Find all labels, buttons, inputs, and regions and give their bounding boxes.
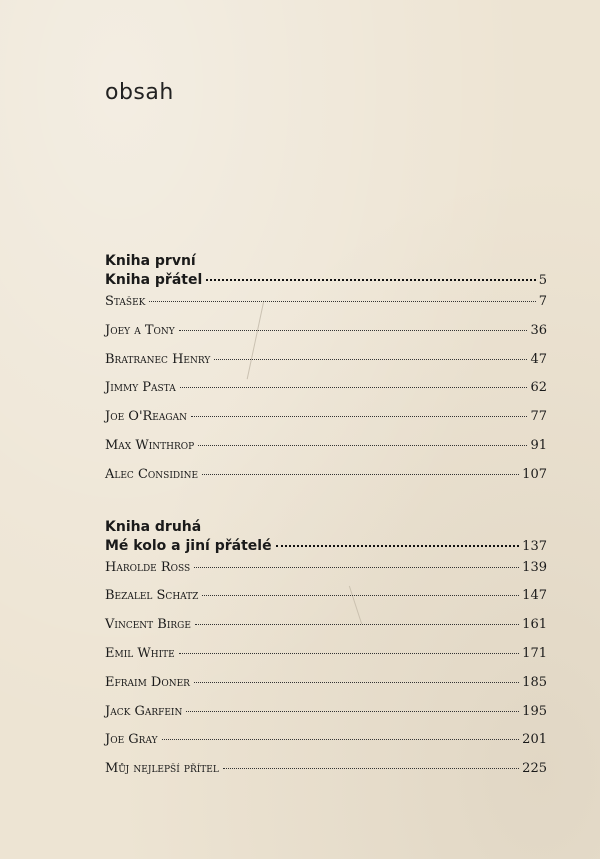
- page-number: 201: [522, 732, 547, 748]
- page-number: 195: [522, 703, 547, 719]
- page-number: 77: [530, 409, 547, 425]
- page-number: 62: [530, 380, 547, 396]
- chapter-title: Efraim Doner: [105, 674, 190, 690]
- page-title: obsah: [105, 80, 174, 105]
- page-number: 147: [522, 588, 547, 604]
- page-number: 161: [522, 617, 547, 633]
- page-number: 36: [530, 322, 547, 338]
- dot-leader: [202, 474, 519, 475]
- dot-leader: [180, 387, 528, 388]
- chapter-title: Jack Garfein: [105, 703, 183, 719]
- dot-leader: [149, 301, 535, 302]
- page-number: 185: [522, 674, 547, 690]
- toc-entry: [105, 675, 547, 704]
- dot-leader: [198, 445, 527, 446]
- toc-book-entry: [105, 538, 547, 560]
- dot-leader: [223, 768, 519, 769]
- toc-section-book-1: [105, 252, 547, 496]
- page-number: 225: [522, 761, 547, 777]
- chapter-title: Joey a Tony: [105, 322, 175, 338]
- toc-entry: [105, 352, 547, 381]
- dot-leader: [191, 416, 528, 417]
- page-number: 139: [522, 559, 547, 575]
- chapter-title: Harolde Ross: [105, 559, 191, 575]
- dot-leader: [202, 595, 519, 596]
- toc-book-entry: [105, 272, 547, 294]
- dot-leader: [276, 545, 520, 547]
- chapter-title: Stašek: [105, 294, 146, 309]
- toc-entry: [105, 732, 547, 761]
- chapter-title: Můj nejlepší přítel: [105, 761, 219, 777]
- dot-leader: [179, 330, 528, 331]
- book-label: Kniha druhá: [105, 518, 202, 535]
- toc-entry: [105, 409, 547, 438]
- dot-leader: [206, 279, 535, 281]
- chapter-title: Emil White: [105, 645, 175, 661]
- toc-entry: [105, 588, 547, 617]
- book-title: Mé kolo a jiní přátelé: [105, 537, 272, 554]
- chapter-title: Joe Gray: [105, 732, 158, 748]
- book-label: Kniha první: [105, 253, 196, 269]
- dot-leader: [179, 653, 519, 654]
- toc-entry: [105, 294, 547, 323]
- dot-leader: [214, 359, 527, 360]
- chapter-title: Jimmy Pasta: [105, 380, 176, 396]
- toc-section-book-2: [105, 518, 547, 790]
- toc-entry: [105, 380, 547, 409]
- page-number: 7: [538, 294, 547, 309]
- toc-entry: [105, 617, 547, 646]
- page-number: 91: [530, 437, 547, 453]
- dot-leader: [194, 567, 519, 568]
- dot-leader: [195, 624, 519, 625]
- chapter-title: Bezalel Schatz: [105, 588, 199, 604]
- page-number: 107: [522, 466, 547, 482]
- book-title: Kniha přátel: [105, 272, 203, 288]
- page-number: 5: [538, 273, 547, 288]
- dot-leader: [194, 682, 519, 683]
- toc-entry: [105, 438, 547, 467]
- chapter-title: Vincent Birge: [105, 617, 191, 633]
- chapter-title: Alec Considine: [105, 466, 199, 482]
- toc-entry: [105, 560, 547, 589]
- table-of-contents: [105, 252, 547, 812]
- dot-leader: [186, 711, 519, 712]
- toc-entry: [105, 646, 547, 675]
- toc-entry: [105, 467, 547, 496]
- toc-entry: [105, 704, 547, 733]
- chapter-title: Max Winthrop: [105, 437, 195, 453]
- toc-entry: [105, 323, 547, 352]
- page-number: 47: [530, 351, 547, 367]
- chapter-title: Bratranec Henry: [105, 351, 211, 367]
- toc-entry: [105, 761, 547, 790]
- dot-leader: [162, 739, 520, 740]
- page-number: 137: [522, 538, 547, 554]
- page-number: 171: [522, 645, 547, 661]
- chapter-title: Joe O'Reagan: [105, 409, 187, 425]
